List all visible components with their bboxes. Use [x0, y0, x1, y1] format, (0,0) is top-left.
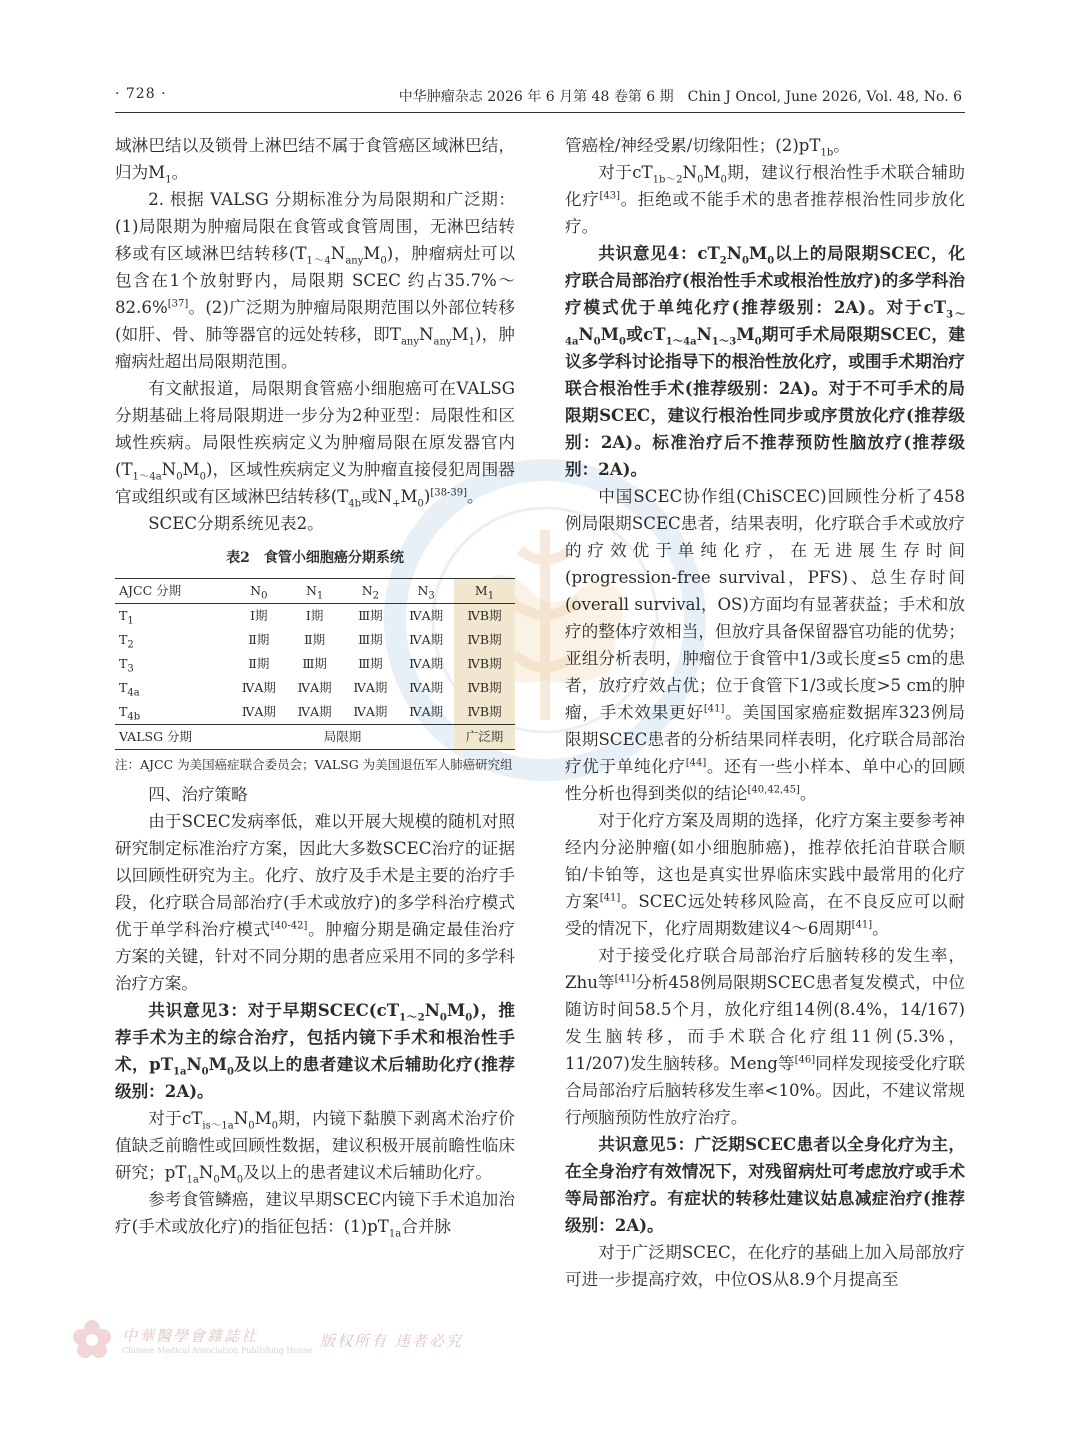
paragraph: 管癌栓/神经受累/切缘阳性；$(2)pT_{1b}$。 [565, 136, 850, 159]
paragraph: 对于接受化疗联合局部治疗后脑转移的发生率，Zhu等[41]分析458例局限期SCEC患者复发模式，中位随访时间58.5个月，放化疗组14例(8.4%，14/167)发生脑转移，而手术联合化疗组11例(5.3%，11/207)发生脑转移。Meng等[46]同样发现接受化疗联合局部治疗后脑转移发生率<10%。因此，不建议常规行颅脑预防性放疗治疗。 [565, 946, 966, 1127]
table-caption: 表2 食管小细胞癌分期系统 [226, 550, 404, 566]
table-cell: ⅣB期 [454, 604, 515, 629]
section-heading: 四、治疗策略 [148, 785, 248, 804]
copyright-slogan: 版权所有 违者必究 [320, 1331, 463, 1350]
row-label: $T_2$ [119, 632, 134, 651]
table-cell: ⅣA期 [297, 704, 332, 719]
table-cell: Ⅱ期 [248, 632, 270, 647]
table-header-cell: $N_1$ [287, 579, 343, 604]
paragraph: 中国SCEC协作组(ChiSCEC)回顾性分析了458例局限期SCEC患者，结果表明，化疗联合手术或放疗的疗效优于单纯化疗，在无进展生存时间(progression-free survival，PFS)、总生存时间(overall survival，OS)方面均有显著获益；手术和放疗的整体疗效相当，但放疗具备保留器官功能的优势；亚组分析表明，肿瘤位于食管中1/3或长度≤5 cm的患者，放疗疗效占优；位于食管下1/3或长度>5 cm的肿瘤，手术效果更好[41]。美国国家癌症数据库323例局限期SCEC患者的分析结果同样表明，化疗联合局部治疗优于单纯化疗[44]。还有一些小样本、单中心的回顾性分析也得到类似的结论[40,42,45]。 [565, 487, 966, 803]
table-cell: ⅣA期 [353, 680, 388, 695]
table-cell: ⅣA期 [409, 656, 444, 671]
consensus-5: 共识意见5：广泛期SCEC患者以全身化疗为主，在全身治疗有效情况下，对残留病灶可考虑放疗或手术等局部治疗。有症状的转移灶建议姑息减症治疗(推荐级别：2A)。 [565, 1134, 965, 1235]
row-label: $T_3$ [119, 656, 134, 675]
table-cell: Ⅰ期 [305, 608, 324, 623]
paragraph: 对于广泛期SCEC，在化疗的基础上加入局部放疗可进一步提高疗效，中位OS从8.9个月提高至 [565, 1243, 965, 1289]
paragraph: 域淋巴结以及锁骨上淋巴结不属于食管癌区域淋巴结，归为$M_1$。 [115, 136, 515, 186]
paragraph: 对于$cT_{1b\sim 2}N_0M_0$期，建议行根治性手术联合辅助化疗[43]。拒绝或不能手术的患者推荐根治性同步放化疗。 [565, 163, 966, 236]
table-header-cell: $N_0$ [231, 579, 287, 604]
table-row [115, 652, 515, 676]
left-column [115, 132, 515, 1240]
paragraph: 对于化疗方案及周期的选择，化疗方案主要参考神经内分泌肿瘤(如小细胞肺癌)，推荐依托泊苷联合顺铂/卡铂等，这也是真实世界临床实践中最常用的化疗方案[41]。SCEC远处转移风险高，在不良反应可以耐受的情况下，化疗周期数建议4～6周期[41]。 [565, 811, 965, 938]
table-header-cell: $M_1$ [454, 579, 515, 604]
paragraph: 有文献报道，局限期食管癌小细胞癌可在VALSG分期基础上将局限期进一步分为2种亚型：局限性和区域性疾病。局限性疾病定义为肿瘤局限在原发器官内$(T_{1\sim 4a}N_0M_0)$，区域性疾病定义为肿瘤直接侵犯周围器官或组织或有区域淋巴结转移($T_{4b}$或$N_+M_0)[38-39]$。 [115, 379, 515, 510]
consensus-4: 共识意见4：$cT_2N_0M_0$以上的局限期SCEC，化疗联合局部治疗(根治性手术或根治性放疗)的多学科治疗模式优于单纯化疗(推荐级别：2A)。对于$cT_{3\sim 4a}N_0M_0$或$cT_{1\sim 4a}N_{1\sim 3}M_0$期可手术局限期SCEC，建议多学科讨论指导下的根治性放化疗，或围手术期治疗联合根治性手术(推荐级别：2A)。对于不可手术的局限期SCEC，建议行根治性同步或序贯放化疗(推荐级别：2A)。标准治疗后不推荐预防性脑放疗(推荐级别：2A)。 [565, 243, 966, 479]
flower-logo-icon [70, 1318, 114, 1362]
table-cell: ⅣA期 [409, 632, 444, 647]
table-row [115, 700, 515, 725]
table-cell: Ⅲ期 [302, 656, 327, 671]
table-cell: ⅣB期 [454, 628, 515, 652]
table-cell: ⅣA期 [241, 680, 276, 695]
table-cell: ⅣB期 [454, 700, 515, 725]
table-cell: Ⅱ期 [248, 656, 270, 671]
row-label: $T_{4b}$ [119, 704, 141, 723]
table-cell: ⅣA期 [353, 704, 388, 719]
table-cell: Ⅲ期 [358, 656, 383, 671]
table-cell: ⅣB期 [454, 676, 515, 700]
table-footer-row [115, 725, 515, 750]
publisher-name: 中華醫學會雜誌社 [122, 1327, 259, 1345]
table-cell: ⅣB期 [454, 652, 515, 676]
table-header-row [115, 579, 515, 604]
table-header-cell: AJCC 分期 [115, 579, 231, 604]
table-cell: ⅣA期 [297, 680, 332, 695]
table-header-cell: $N_2$ [342, 579, 398, 604]
table-cell: ⅣA期 [241, 704, 276, 719]
header-rule [115, 112, 965, 113]
journal-header: 中华肿瘤杂志 2026 年 6 月第 48 卷第 6 期 Chin J Oncol, June 2026, Vol. 48, No. 6 [398, 89, 962, 105]
table-cell: Ⅲ期 [358, 632, 383, 647]
table-row [115, 676, 515, 700]
table-cell: Ⅲ期 [358, 608, 383, 623]
paragraph: 由于SCEC发病率低，难以开展大规模的随机对照研究制定标准治疗方案，因此大多数SCEC治疗的证据以回顾性研究为主。化疗、放疗及手术是主要的治疗手段，化疗联合局部治疗(手术或放疗)的多学科治疗模式优于单学科治疗模式[40-42]。肿瘤分期是确定最佳治疗方案的关键，针对不同分期的患者应采用不同的多学科治疗方案。 [115, 812, 516, 993]
page-number: · 728 · [115, 86, 167, 102]
publisher-text-block [122, 1325, 312, 1355]
paragraph: 对于$cT_{is\sim 1a}N_0M_0$期，内镜下黏膜下剥离术治疗价值缺乏前瞻性或回顾性数据，建议积极开展前瞻性临床研究；$pT_{1a}N_0M_0$及以上的患者建议术后辅助化疗。 [115, 1109, 515, 1186]
row-label: $T_1$ [119, 608, 134, 627]
limited-stage-cell: 局限期 [231, 725, 454, 750]
publisher-logo [70, 1318, 463, 1362]
consensus-3: 共识意见3：对于早期$SCEC(cT_{1\sim 2}N_0M_0)$，推荐手术为主的综合治疗，包括内镜下手术和根治性手术，$pT_{1a}N_0M_0$及以上的患者建议术后辅助化疗(推荐级别：2A)。 [115, 1000, 515, 1101]
extensive-stage-cell: 广泛期 [454, 725, 515, 750]
paragraph: 参考食管鳞癌，建议早期SCEC内镜下手术追加治疗(手术或放化疗)的指征包括：$(1)pT_{1a}$合并脉 [115, 1190, 515, 1240]
table-row [115, 628, 515, 652]
table-cell: ⅣA期 [409, 704, 444, 719]
table-cell: ⅣA期 [409, 608, 444, 623]
table-cell: Ⅱ期 [304, 632, 326, 647]
right-column [565, 132, 965, 1293]
table-cell: Ⅰ期 [250, 608, 268, 623]
publisher-name-en: Chinese Medical Association Publishing House [122, 1346, 313, 1355]
table-row [115, 604, 515, 629]
valsg-label: VALSG 分期 [115, 725, 231, 750]
paragraph: SCEC分期系统见表2。 [148, 514, 324, 533]
row-label: $T_{4a}$ [119, 680, 140, 699]
staging-table [115, 578, 515, 750]
table-header-cell: $N_3$ [398, 579, 454, 604]
paragraph: 2. 根据 VALSG 分期标准分为局限期和广泛期：(1)局限期为肿瘤局限在食管或食管周围，无淋巴结转移或有区域淋巴结转移$(T_{1\sim 4}N_{any}M_0)$，肿瘤病灶可以包含在1个放射野内，局限期 SCEC 约占35.7%～82.6%[37]。(2)广泛期为肿瘤局限期范围以外部位转移(如肝、骨、肺等器官的远处转移，即$T_{any}N_{any}M_1$)，肿瘤病灶超出局限期范围。 [115, 190, 515, 371]
table-cell: ⅣA期 [409, 680, 444, 695]
table-note: 注：AJCC 为美国癌症联合委员会；VALSG 为美国退伍军人肺癌研究组 [115, 757, 513, 772]
